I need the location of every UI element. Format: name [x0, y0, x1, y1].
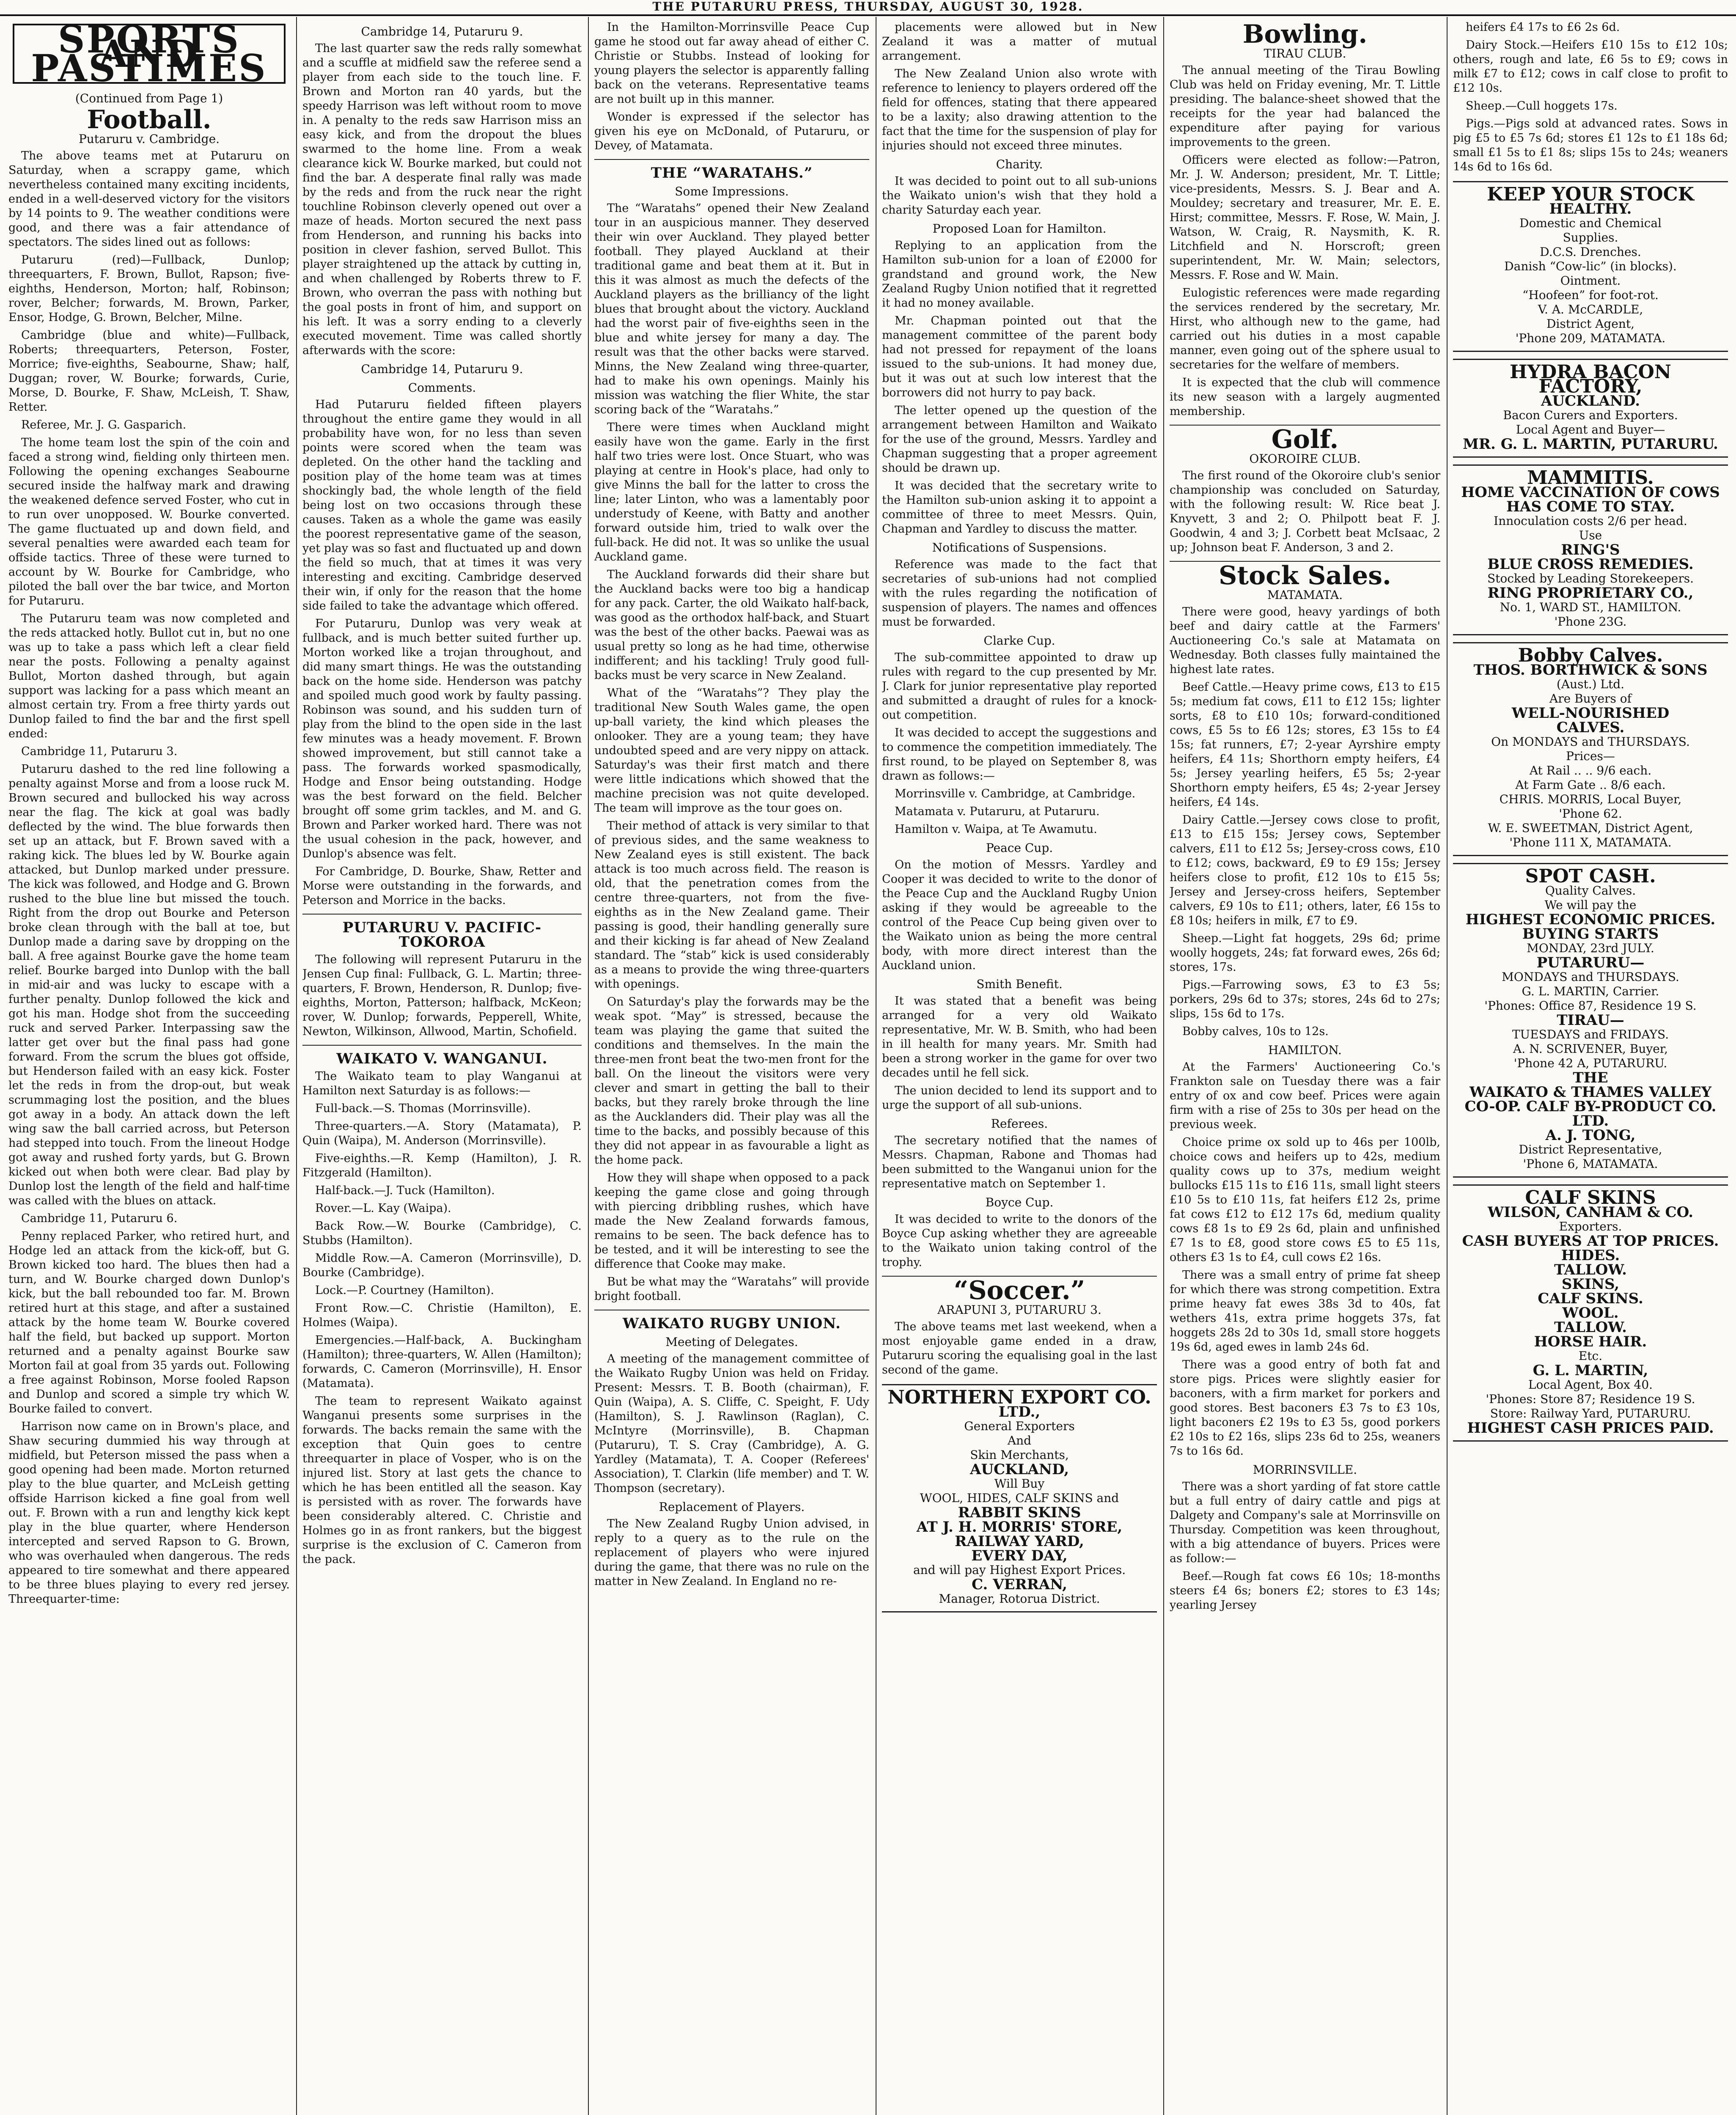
ad-line: TUESDAYS and FRIDAYS.	[1512, 1027, 1669, 1041]
column-rule	[1163, 17, 1164, 2115]
divider	[302, 1045, 582, 1046]
ad-line: RING PROPRIETARY CO.,	[1487, 585, 1694, 602]
ad-line: A. N. SCRIVENER, Buyer,	[1513, 1042, 1668, 1056]
ad-line: MONDAYS and THURSDAYS.	[1502, 970, 1679, 984]
ad-line: AUCKLAND.	[1541, 393, 1640, 409]
paragraph: But be what may the “Waratahs” will provide bright football.	[594, 1275, 869, 1303]
paragraph: There was a short yarding of fat store cattle but a full entry of dairy cattle and pigs at Dalgety and Company's sale at Morrinsville on Thursday. Competition was keen throughout, with a big attendance of buyers. Prices were as follow:—	[1170, 1480, 1440, 1565]
ad-line: Skin Merchants,	[970, 1448, 1069, 1462]
ad-line: WELL-NOURISHED	[1511, 705, 1670, 722]
calf-skins-ad	[1453, 1184, 1728, 1442]
wru-paras	[594, 1352, 869, 1496]
boyce-heading: Boyce Cup.	[985, 1195, 1054, 1209]
ad-line: Supplies.	[1563, 231, 1618, 244]
soccer-heading: “Soccer.”	[953, 1276, 1085, 1305]
ad-line: TALLOW.	[1554, 1319, 1627, 1336]
paragraph: Cambridge (blue and white)—Fullback, Roberts; threequarters, Peterson, Foster, Morrice; five-eighths, Seabourne, Shaw; half, Duggan; rover, W. Bourke; forwards, Curie, Morse, D. Bourke, F. Shaw, McLeish, T. Shaw, Retter.	[8, 329, 290, 414]
matamata-paras	[1170, 605, 1440, 1039]
ad-line: HYDRA BACON FACTORY,	[1509, 361, 1672, 397]
paragraph: Putaruru (red)—Fullback, Dunlop; threequarters, F. Brown, Bullot, Rapson; five-eighths, Henderson, Morton; half, Robinson; rover, Belcher; forwards, M. Brown, Parker, Ensor, Hodge, G. Brown, Belcher, Milne.	[8, 253, 290, 324]
paragraph: Rover.—L. Kay (Waipa).	[315, 1202, 451, 1215]
soccer-subheading: ARAPUNI 3, PUTARURU 3.	[937, 1303, 1101, 1317]
paragraph: What of the “Waratahs”? They play the traditional New South Wales game, the open up-ball variety, the kind which pleases the onlooker. They are a young team; they have undoubted speed and are very nippy on attack. Saturday's was their first match and there were little indications which showed that the machine precision was not quite developed. The team will improve as the tour goes on.	[594, 687, 869, 815]
ad-line: At Rail .. .. 9/6 each.	[1529, 764, 1652, 777]
paragraph: Half-back.—J. Tuck (Hamilton).	[315, 1184, 495, 1197]
ad-line: AT J. H. MORRIS' STORE,	[916, 1519, 1123, 1535]
paragraph: Cambridge 11, Putaruru 6.	[21, 1212, 178, 1225]
divider	[594, 159, 869, 160]
column-1	[8, 20, 290, 2115]
paragraph: Pigs.—Farrowing sows, £3 to £3 5s; porkers, 29s 6d to 37s; stores, 24s 6d to 27s; slips, 15s 6d to 17s.	[1170, 978, 1440, 1020]
paragraph: For Putaruru, Dunlop was very weak at fullback, and is much better suited further up. Morton worked like a trojan throughout, and did many smart things. He was the outstanding back on the home side. Henderson was patchy and spoiled much good work by faulty passing. Robinson was sound, and his sudden turn of play from the blind to the open side in the last few minutes was a heady movement. F. Brown showed improvement, but still cannot take a pass. The forwards worked spasmodically, Hodge and Ensor being outstanding. Hodge was the best forward on the field. Belcher brought off some grim tackles, and M. and G. Brown and Parker worked hard. There was not the usual cohesion in the pack, however, and Dunlop's absence was felt.	[302, 617, 582, 860]
ad-line: RAILWAY YARD,	[955, 1533, 1084, 1550]
ad-line: MAMMITIS.	[1527, 467, 1654, 489]
pt-paras	[302, 953, 582, 1039]
paragraph: Cambridge 11, Putaruru 3.	[21, 745, 178, 758]
final-score: Cambridge 14, Putaruru 9.	[361, 362, 523, 376]
ad-line: Will Buy	[994, 1477, 1045, 1491]
paragraph: The Auckland forwards did their share but the Auckland backs were too big a handicap for any pack. Carter, the old Waikato half-back, was good as the orthodox half-back, and Stuart was the best of the other backs. Paewai was as usual pretty so long as he had time, otherwise indifferent; and his tackling! Truly good full-backs must be very scarce in New Zealand.	[594, 568, 869, 682]
ad-line: RABBIT SKINS	[958, 1504, 1081, 1521]
paragraph: Eulogistic references were made regarding the services rendered by the secretary, Mr. Hirst, who although new to the game, had carried out his duties in a most capable manner, even going out of the sphere usual to secretaries for the welfare of members.	[1170, 286, 1440, 371]
ad-line: CALF SKINS	[1525, 1187, 1656, 1209]
paragraph: Three-quarters.—A. Story (Matamata), P. Quin (Waipa), M. Anderson (Morrinsville).	[302, 1120, 582, 1147]
column-rule	[296, 17, 297, 2115]
replacement-heading: Replacement of Players.	[659, 1500, 805, 1514]
quality-calves-ad	[1453, 863, 1728, 1178]
ad-line: MONDAY, 23rd JULY.	[1527, 941, 1654, 955]
paragraph: Their method of attack is very similar to that of previous sides, and the same weakness to New Zealand eyes is still existent. The back attack is too much across field. The reason is old, that the penetration comes from the centre three-quarters, not from the five-eighths as in the New Zealand game. Their passing is good, their handling generally sure and their kicking is far ahead of New Zealand standard. The “stab” kick is used considerably as a means to provide the wing three-quarters with openings.	[594, 819, 869, 991]
paragraph: Beef.—Rough fat cows £6 10s; 18-months steers £4 6s; boners £2; stores to £3 14s; yearling Jersey	[1170, 1570, 1440, 1612]
ad-line: A. J. TONG,	[1545, 1127, 1636, 1144]
smith-heading: Smith Benefit.	[976, 977, 1063, 991]
ad-line: Manager, Rotorua District.	[939, 1592, 1100, 1606]
ad-line: HIGHEST ECONOMIC PRICES.	[1465, 911, 1716, 928]
paragraph: Five-eighths.—R. Kemp (Hamilton), J. R. Fitzgerald (Hamilton).	[302, 1152, 582, 1179]
loan-heading: Proposed Loan for Hamilton.	[932, 222, 1107, 236]
column-2	[302, 20, 582, 2115]
ad-line: LTD.	[1572, 1112, 1609, 1129]
ad-line: V. A. McCARDLE,	[1538, 302, 1643, 316]
paragraph: Sheep.—Light fat hoggets, 29s 6d; prime woolly hoggets, 24s; fat forward ewes, 26s 6d; stores, 17s.	[1170, 932, 1440, 974]
ad-line: 'Phones: Office 87, Residence 19 S.	[1484, 999, 1697, 1013]
waratahs-paras	[594, 201, 869, 1304]
hamilton-heading: HAMILTON.	[1268, 1043, 1342, 1057]
paragraph: Harrison now came on in Brown's place, and Shaw securing dummied his way through at midfield, but Peterson missed the pass when a good opening had been made. Morton returned play to the blue quarter, and McLeish getting offside Harrison kicked a fine goal from well out. F. Brown with a run and lengthy kick kept play in the blue quarter, where Henderson intercepted and served Rapson to G. Brown, who was overhauled when dangerous. The reds appeared to tire somewhat and there appeared to be three blues playing to every red jersey. Threequarter-time:	[8, 1420, 290, 1606]
paragraph: It was stated that a benefit was being arranged for a very old Waikato representative, Mr. W. B. Smith, who had been in ill health for many years. Mr. Smith had been a strong worker in the game for over two decades until he fell sick.	[882, 994, 1157, 1079]
paragraph: Officers were elected as follow:—Patron, Mr. J. W. Anderson; president, Mr. T. Little; vice-presidents, Messrs. S. J. Bear and A. Mouldey; secretary and treasurer, Mr. E. E. Hirst; committee, Messrs. F. Rose, W. Main, J. Watson, W. Craig, R. Naysmith, K. R. Litchfield and N. Horscroft; green superintendent, Mr. W. Main; selectors, Messrs. F. Rose and W. Main.	[1170, 154, 1440, 282]
ad-line: WOOL, HIDES, CALF SKINS and	[920, 1491, 1119, 1505]
paragraph: The union decided to lend its support and to urge the support of all sub-unions.	[882, 1084, 1157, 1112]
ad-line: C. VERRAN,	[971, 1576, 1068, 1593]
paragraph: It is expected that the club will commence its new season with a largely augmented membership.	[1170, 376, 1440, 418]
ad-line: Use	[1579, 528, 1602, 542]
paragraph: Referee, Mr. J. G. Gasparich.	[21, 418, 187, 431]
ad-line: HOME VACCINATION OF COWS	[1461, 484, 1720, 501]
bowling-heading: Bowling.	[1242, 20, 1368, 49]
ad-line: EVERY DAY,	[971, 1547, 1068, 1564]
ad-line: Ointment.	[1560, 274, 1621, 288]
bobby-calves-ad	[1453, 642, 1728, 856]
notifications-paras	[882, 558, 1157, 629]
ad-line: CALVES.	[1556, 719, 1625, 736]
ad-line: WOOL.	[1562, 1305, 1619, 1321]
paragraph: There was a small entry of prime fat sheep for which there was strong competition. Extra prime heavy fat ewes 38s 3d to 40s, fat wethers 41s, extra prime hoggets 37s, fat hoggets 28s 2d to 30s 1d, small store hoggets 19s 6d, aged ewes in lamb 24s 6d.	[1170, 1269, 1440, 1354]
paragraph: On the motion of Messrs. Yardley and Cooper it was decided to write to the donor of the Peace Cup and the Auckland Rugby Union asking if they would be agreeable to the control of the Peace Cup being given over to the Waikato union as being the more central body, with more direct interest than the Auckland union.	[882, 858, 1157, 972]
ad-line: SKINS,	[1561, 1276, 1620, 1293]
ad-line: D.C.S. Drenches.	[1540, 245, 1641, 259]
comments-paras	[302, 398, 582, 908]
paragraph: It was decided to point out to all sub-unions the Waikato union's wish that they hold a charity Saturday each year.	[882, 175, 1157, 217]
soccer-paras	[882, 1320, 1157, 1377]
ad-line: LTD.,	[998, 1404, 1041, 1420]
ad-line: G. L. MARTIN,	[1533, 1362, 1648, 1379]
match-heading: Putaruru v. Cambridge.	[78, 132, 220, 146]
ad-line: Are Buyers of	[1549, 692, 1632, 706]
paragraph: It was decided to write to the donors of the Boyce Cup asking whether they are agreeable to the Waikato union taking control of the trophy.	[882, 1213, 1157, 1269]
paragraph: Mr. Chapman pointed out that the management committee of the parent body had not pressed for repayment of the loans issued to the sub-unions. It had money due, but it was out at such low interest that the borrowers did not hurry to pay back.	[882, 314, 1157, 399]
column-3	[594, 20, 869, 2115]
hamilton-paras	[1170, 1060, 1440, 1459]
paragraph: Full-back.—S. Thomas (Morrinsville).	[315, 1102, 531, 1115]
ad-line: We will pay the	[1544, 898, 1637, 912]
ad-line: BUYING STARTS	[1522, 926, 1659, 942]
ad-line: Prices—	[1566, 749, 1615, 763]
paragraph: Replying to an application from the Hamilton sub-union for a loan of £2000 for grandstand and ground work, the New Zealand Rugby Union notified that it regretted it had no money available.	[882, 239, 1157, 310]
okoroire-heading: OKOROIRE CLUB.	[1249, 452, 1361, 466]
paragraph: Reference was made to the fact that secretaries of sub-unions had not complied with the rules regarding the notification of suspension of players. The names and offences must be forwarded.	[882, 558, 1157, 629]
col6-top-paras	[1453, 20, 1728, 174]
referees-heading: Referees.	[991, 1117, 1048, 1131]
paragraph: placements were allowed but in New Zealand it was a matter of mutual arrangement.	[882, 21, 1157, 63]
paragraph: The last quarter saw the reds rally somewhat and a scuffle at midfield saw the referee send a player from each side to the touch line. F. Brown and Morton ran 40 yards, but the speedy Harrison was left without room to move in. A penalty to the reds saw Harrison miss an easy kick, and from the dropout the blues swarmed to the home line. From a weak clearance kick W. Bourke marked, but could not find the bar. A desperate final rally was made by the reds and from the ruck near the right touchline Robinson cleverly opened out over a maze of heads. Morton secured the next pass from Henderson, and running his backs into position in clever fashion, served Bullot. This player straightened up the attack by cutting in, and when challenged by Roberts threw to F. Brown, who overran the pass with nothing but the goal posts in front of him, and support on his left. It was a sorry ending to a cleverly executed movement. Time was called shortly afterwards with the score:	[302, 42, 582, 357]
paragraph: It was decided that the secretary write to the Hamilton sub-union asking it to appoint a committee of three to meet Messrs. Quin, Chapman and Yardley to discuss the matter.	[882, 479, 1157, 536]
golf-heading: Golf.	[1271, 425, 1339, 454]
ad-line: Local Agent and Buyer—	[1516, 423, 1665, 437]
okoroire-paras	[1170, 469, 1440, 555]
col1-paras	[8, 149, 290, 1607]
football-heading: Football.	[87, 105, 212, 135]
section-banner: SPORTS AND PASTIMES	[13, 24, 286, 84]
paragraph: Pigs.—Pigs sold at advanced rates. Sows in pig £5 to £5 7s 6d; stores £1 12s to £1 18s 6d; small £1 5s to £1 8s; slips 15s to 24s; weaners 14s 6d to 16s 6d.	[1453, 117, 1728, 173]
ad-line: Quality Calves.	[1545, 884, 1636, 898]
paragraph: Putaruru dashed to the red line following a penalty against Morse and from a loose ruck M. Brown secured and bullocked his way across near the flag. The kick at goal was badly deflected by the wind. The blue forwards then set up an attack, but F. Brown saved with a raking kick. The blues led by W. Bourke again attacked, but Dunlop marked under pressure. The kick was followed, and Hodge and G. Brown rushed to the blue line but missed the touch. Right from the drop out Bourke and Peterson broke clean through with the ball at toe, but Dunlop made a daring save by dropping on the ball. A free against Bourke gave the home team relief. Bourke barged into Dunlop with the ball in mid-air and was lucky to escape with a further penalty. Dunlop followed the kick and got his man. Hodge shot from the succeeding ruck and served Parker. Interpassing saw the latter get over but the final pass had gone forward. From the scrum the blues got offside, but Henderson failed with an easy kick. Foster let the reds in from the drop-out, but weak scrummaging lost the position, and the blues got away in a body. An attack down the left wing saw the ball carried across, but Peterson had stepped into touch. From the lineout Hodge got away and rushed forty yards, but G. Brown kicked out when both were clear. Bad play by Dunlop lost the length of the field and half-time was called with the blues on attack.	[8, 763, 290, 1207]
paragraph: The home team lost the spin of the coin and faced a strong wind, fielding only thirteen men. Following the opening exchanges Seabourne secured inside the halfway mark and drawing the weakened defence served Foster, who cut in to run over unopposed. W. Bourke converted. The game fluctuated up and down field, and several penalties were awarded each team for offside tactics. Three of these were turned to account by W. Bourke for Cambridge, who piloted the ball over the bar twice, and Morton for Putaruru.	[8, 436, 290, 607]
paragraph: The following will represent Putaruru in the Jensen Cup final: Fullback, G. L. Martin; three-quarters, F. Brown, Henderson, R. Dunlop; five-eighths, Morton, Patterson; halfback, McKeon; rover, W. Dunlop; forwards, Pepperell, White, Newton, Wilkinson, Allwood, Martin, Schofield.	[302, 953, 582, 1038]
smith-paras	[882, 994, 1157, 1112]
ad-line: Bobby Calves.	[1518, 645, 1663, 666]
waratahs-heading: THE “WARATAHS.”	[651, 165, 813, 181]
ad-line: HIDES.	[1561, 1247, 1620, 1264]
clarke-heading: Clarke Cup.	[983, 634, 1055, 648]
paragraph: The Waikato team to play Wanganui at Hamilton next Saturday is as follows:—	[302, 1070, 582, 1097]
ad-line: 'Phone 23G.	[1554, 615, 1627, 629]
paragraph: The sub-committee appointed to draw up rules with regard to the cup presented by Mr. J. Clark for junior representative play reported and submitted a draught of rules for a knock-out competition.	[882, 651, 1157, 722]
northern-export-ad	[882, 1384, 1157, 1612]
ad-line: (Aust.) Ltd.	[1556, 677, 1625, 691]
ad-line: Danish “Cow-lic” (in blocks).	[1504, 259, 1677, 273]
ad-line: RING'S	[1561, 541, 1620, 558]
paragraph: The Putaruru team was now completed and the reds attacked hotly. Bullot cut in, but no one was up to take a pass which left a clear field near the posts. Following a penalty against Bullot, Morton dashed through, but again support was lacking for a pass which meant an almost certain try. From a free thirty yards out Dunlop failed to find the bar and the first spell ended:	[8, 612, 290, 740]
ad-line: Etc.	[1578, 1349, 1603, 1363]
paragraph: Morrinsville v. Cambridge, at Cambridge.	[895, 787, 1136, 800]
ad-line: TIRAU—	[1557, 1012, 1624, 1029]
ad-line: KEEP YOUR STOCK	[1487, 184, 1694, 205]
ad-line: Exporters.	[1559, 1220, 1622, 1233]
ad-line: 'Phones: Store 87; Residence 19 S.	[1486, 1392, 1695, 1406]
paragraph: The “Waratahs” opened their New Zealand tour in an auspicious manner. They deserved their win over Auckland. They played better football. They played Auckland at their traditional game and beat them at it. But in this it was almost as much the defects of the Auckland players as the brilliancy of the light blues that brought about the victory. Auckland had the worst pair of five-eighths seen in the blue and white jersey for many a day. The result was that the other backs were starved. Minns, the New Zealand wing three-quarter, had to make his own openings. Mainly his mission was watching the flier White, the star scoring back of the “Waratahs.”	[594, 202, 869, 416]
paragraph: The secretary notified that the names of Messrs. Chapman, Rabone and Thomas had been submitted to the Wanganui union for the representative match on September 1.	[882, 1134, 1157, 1190]
ad-line: Stocked by Leading Storekeepers.	[1487, 571, 1694, 585]
column-4	[882, 20, 1157, 2115]
replacement-paras	[594, 1517, 869, 1589]
divider	[302, 914, 582, 915]
col3-top-paras	[594, 20, 869, 153]
ad-line: and will pay Highest Export Prices.	[913, 1563, 1126, 1577]
charity-paras	[882, 174, 1157, 217]
paragraph: The letter opened up the question of the arrangement between Hamilton and Waikato for the use of the ground, Messrs. Yardley and Chapman suggesting that a proper agreement should be drawn up.	[882, 404, 1157, 475]
morrinsville-heading: MORRINSVILLE.	[1253, 1463, 1357, 1477]
paragraph: The New Zealand Union also wrote with reference to leniency to players ordered off the field for offences, stating that there appeared to be a laxity; also drawing attention to the fact that the time for the suspension of play for injuries should not exceed three minutes.	[882, 67, 1157, 152]
ad-line: HAS COME TO STAY.	[1506, 498, 1675, 515]
ad-line: CASH BUYERS AT TOP PRICES.	[1462, 1233, 1719, 1250]
ad-line: W. E. SWEETMAN, District Agent,	[1488, 821, 1693, 835]
paragraph: On Saturday's play the forwards may be the weak spot. “May” is stressed, because the team was playing the game that suited the conditions and themselves. In the main the three-men front beat the two-men front for the ball. On the lineout the visitors were very clever and smart in getting the ball to their backs, but they rarely broke through the line as the Aucklanders did. Their play was all the time to the backs, and possibly because of this they did not appear in as favourable a light as the home pack.	[594, 995, 869, 1167]
paragraph: Matamata v. Putaruru, at Putaruru.	[895, 805, 1100, 818]
paragraph: Wonder is expressed if the selector has given his eye on McDonald, of Putaruru, or Devey, of Matamata.	[594, 110, 869, 152]
masthead: THE PUTARURU PRESS, THURSDAY, AUGUST 30, 1928.	[0, 0, 1736, 16]
ad-line: Bacon Curers and Exporters.	[1503, 408, 1678, 422]
ad-line: General Exporters	[964, 1419, 1075, 1433]
mammitis-ad	[1453, 464, 1728, 635]
paragraph: The annual meeting of the Tirau Bowling Club was held on Friday evening, Mr. T. Little presiding. The balance-sheet showed that the receipts for the year had balanced the expenditure after paying for various improvements to the green.	[1170, 64, 1440, 149]
morrinsville-paras	[1170, 1480, 1440, 1612]
ad-line: Domestic and Chemical	[1519, 216, 1662, 230]
column-rule	[1447, 17, 1448, 2115]
ad-line: HEALTHY.	[1549, 201, 1632, 217]
tirau-paras	[1170, 63, 1440, 419]
peace-heading: Peace Cup.	[986, 841, 1053, 855]
ad-line: CALF SKINS.	[1538, 1290, 1643, 1307]
ad-line: “Hoofeen” for foot-rot.	[1522, 288, 1659, 302]
paragraph: Dairy Cattle.—Jersey cows close to profit, £13 to £15 15s; Jersey cows, September calvers, £11 to £12 5s; Jersey-cross cows, £10 to £12; cows, backward, £9 to £9 15s; Jersey heifers close to profit, £12 10s to £15 5s; Jersey and Jersey-cross heifers, September calvers, £9 10s to £11; others, later, £6 15s to £8 10s; heifers in milk, £7 to £9.	[1170, 813, 1440, 927]
paragraph: Lock.—P. Courtney (Hamilton).	[315, 1284, 494, 1297]
referees-paras	[882, 1134, 1157, 1191]
paragraph: Bobby calves, 10s to 12s.	[1182, 1025, 1329, 1038]
ad-line: TALLOW.	[1554, 1261, 1627, 1278]
ad-line: 'Phone 111 X, MATAMATA.	[1509, 835, 1672, 849]
score-line: Cambridge 14, Putaruru 9.	[361, 25, 523, 38]
ad-line: NORTHERN EXPORT CO.	[887, 1387, 1151, 1408]
ad-line: CHRIS. MORRIS, Local Buyer,	[1499, 792, 1682, 806]
paragraph: For Cambridge, D. Bourke, Shaw, Retter and Morse were outstanding in the forwards, and Peterson and Morrice in the backs.	[302, 865, 582, 907]
ad-line: No. 1, WARD ST., HAMILTON.	[1500, 600, 1681, 614]
ad-line: MR. G. L. MARTIN, PUTARURU.	[1463, 436, 1718, 453]
ad-line: 'Phone 6, MATAMATA.	[1523, 1157, 1658, 1171]
paragraph: Hamilton v. Waipa, at Te Awamutu.	[895, 823, 1097, 836]
ad-line: And	[1007, 1434, 1032, 1448]
matamata-heading: MATAMATA.	[1267, 588, 1343, 602]
ad-line: CO-OP. CALF BY-PRODUCT CO.	[1464, 1098, 1717, 1115]
paragraph: The team to represent Waikato against Wanganui presents some surprises in the forwards. The backs remain the same with the exception that Quin goes to centre threequarter in place of Vosper, who is on the injured list. Story at last gets the chance to which he has been entitled all the season. Kay is persisted with as rover. The forwards have been considerably altered. C. Christie and Holmes go in as front rankers, but the biggest surprise is the exclusion of C. Cameron from the pack.	[302, 1395, 582, 1566]
clarke-paras	[882, 651, 1157, 837]
paragraph: A meeting of the management committee of the Waikato Rugby Union was held on Friday. Present: Messrs. T. B. Booth (chairman), F. Quin (Waipa), A. S. Cliffe, C. Speight, F. Udy (Hamilton), S. J. Rawlinson (Raglan), C. McIntyre (Morrinsville), B. Chapman (Putaruru), T. S. Cray (Cambridge), A. G. Yardley (Matamata), T. A. Cooper (Referees' Association), T. Clarkin (life member) and T. W. Thompson (secretary).	[594, 1352, 869, 1495]
paragraph: Dairy Stock.—Heifers £10 15s to £12 10s; others, rough and late, £6 5s to £9; cows in milk £7 to £12; cows in calf close to profit to £12 10s.	[1453, 38, 1728, 95]
paragraph: The New Zealand Rugby Union advised, in reply to a query as to the rule on the replacement of players who were injured during the game, that there was no rule on the matter in New Zealand. In England no re-	[594, 1517, 869, 1588]
charity-heading: Charity.	[996, 157, 1043, 171]
ad-line: Local Agent, Box 40.	[1528, 1378, 1653, 1392]
stock-health-ad	[1453, 181, 1728, 352]
column-6	[1453, 20, 1728, 2115]
ad-line: 'Phone 62.	[1559, 807, 1622, 821]
column-rule	[588, 17, 589, 2115]
ad-line: At Farm Gate .. 8/6 each.	[1515, 778, 1666, 792]
loan-paras	[882, 239, 1157, 536]
ww-paras	[302, 1069, 582, 1567]
paragraph: It was decided to accept the suggestions and to commence the competition immediately. The first round, to be played on September 8, was drawn as follows:—	[882, 726, 1157, 783]
paragraph: heifers £4 17s to £6 2s 6d.	[1466, 21, 1620, 34]
paragraph: How they will shape when opposed to a pack keeping the game close and going through with piercing dribbling rushes, which have made the New Zealand forwards famous, remains to be seen. The back defence has to be tested, and it will be interesting to see the difference that Cooke may make.	[594, 1171, 869, 1271]
ad-line: District Agent,	[1546, 317, 1635, 331]
peace-paras	[882, 858, 1157, 973]
column-5	[1170, 20, 1440, 2115]
ad-line: WAIKATO & THAMES VALLEY	[1469, 1084, 1712, 1101]
col2-paras	[302, 41, 582, 358]
ad-line: HIGHEST CASH PRICES PAID.	[1467, 1420, 1714, 1437]
paragraph: The above teams met at Putaruru on Saturday, when a scrappy game, which nevertheless contained many exciting incidents, ended in a well-deserved victory for the visitors by 14 points to 9. The weather conditions were good, and there was a fair attendance of spectators. The sides lined out as follows:	[8, 149, 290, 249]
ad-line: THOS. BORTHWICK & SONS	[1473, 662, 1708, 678]
notifications-heading: Notifications of Suspensions.	[932, 541, 1107, 555]
ad-line: On MONDAYS and THURSDAYS.	[1491, 735, 1690, 749]
paragraph: At the Farmers' Auctioneering Co.'s Frankton sale on Tuesday there was a fair entry of ox and cow beef. Prices were again firm with a rise of 25s to 30s per head on the previous week.	[1170, 1060, 1440, 1131]
ad-line: 'Phone 209, MATAMATA.	[1515, 331, 1666, 345]
paragraph: The above teams met last weekend, when a most enjoyable game ended in a draw, Putaruru scoring the equalising goal in the last second of the game.	[882, 1320, 1157, 1376]
paragraph: Beef Cattle.—Heavy prime cows, £13 to £15 5s; medium fat cows, £11 to £12 15s; lighter sorts, £8 to £10 10s; forward-conditioned cows, £5 5s to £6 12s; stores, £3 15s to £4 15s; fat runners, £7; 2-year Ayrshire empty heifers, £4 11s; Shorthorn empty heifers, £4 5s; Jersey yearling heifers, £5 5s; 2-year Shorthorn empty heifers, £5 4s; 2-year Jersey heifers, £4 14s.	[1170, 681, 1440, 809]
paragraph: Choice prime ox sold up to 46s per 100lb, choice cows and heifers up to 42s, medium quality cows up to 37s, medium weight bullocks £15 11s to £16 11s, small light steers £10 5s to £10 11s, fat heifers £12 2s, prime fat cows £12 to £12 17s 6d, medium quality cows £8 1s to £9 2s 6d, plain and unfinished £7 1s to £8, good store cows £5 to £5 11s, others £3 1s to £4, cull cows £2 16s.	[1170, 1136, 1440, 1264]
comments-heading: Comments.	[408, 381, 476, 395]
paragraph: Emergencies.—Half-back, A. Buckingham (Hamilton); three-quarters, W. Allen (Hamilton); forwards, C. Cameron (Morrinsville), H. Ensor (Matamata).	[302, 1334, 582, 1390]
paragraph: There was a good entry of both fat and store pigs. Prices were slightly easier for baconers, with a firm market for porkers and good stores. Best baconers £3 7s to £3 10s, light baconers £2 19s to £3 5s, good porkers £2 10s to £2 16s, slips 23s 6d to 25s, weaners 7s to 16s 6d.	[1170, 1358, 1440, 1458]
ad-line: WILSON, CANHAM & CO.	[1487, 1204, 1694, 1221]
paragraph: There were times when Auckland might easily have won the game. Early in the first half two tries were lost. Once Stuart, who was playing at centre in Hook's place, had only to give Minns the ball for the latter to cross the line; later Linton, who was a lamentably poor understudy of Keene, with Batty and another forward outside him, tried to walk over the full-back. He did not. It was so unlike the usual Auckland game.	[594, 421, 869, 563]
stock-sales-heading: Stock Sales.	[1219, 561, 1391, 591]
waratahs-subheading: Some Impressions.	[675, 184, 789, 198]
ad-line: District Representative,	[1519, 1143, 1662, 1156]
ad-line: Innoculation costs 2/6 per head.	[1494, 514, 1687, 528]
col4-top-paras	[882, 20, 1157, 153]
paragraph: There were good, heavy yardings of both beef and dairy cattle at the Farmers' Auctioneering Co.'s sale at Matamata on Wednesday. Both classes fully maintained the highest late rates.	[1170, 605, 1440, 676]
paragraph: In the Hamilton-Morrinsville Peace Cup game he stood out far away ahead of either C. Christie or Stubbs. Instead of looking for young players the selector is apparently falling back on the veterans. Representative teams are not built up in this manner.	[594, 21, 869, 106]
ad-line: HORSE HAIR.	[1534, 1333, 1647, 1350]
paragraph: Had Putaruru fielded fifteen players throughout the entire game they would in all probability have won, for no less than seven points were scored when the team was depleted. On the other hand the tackling and position play of the home team was at times shockingly bad, the whole length of the field being lost on two occasions through these causes. Taken as a whole the game was easily the poorest representative game of the season, yet play was so fast and fluctuated up and down the field so much, that at times it was very interesting and exciting. Cambridge deserved their win, if only for the reason that the home side failed to take the advantage which offered.	[302, 398, 582, 613]
continued-note: (Continued from Page 1)	[75, 91, 223, 105]
paragraph: The first round of the Okoroire club's senior championship was concluded on Saturday, with the following result: W. Rice beat J. Knyvett, 3 and 2; O. Philpott beat F. J. Goodwin, 4 and 3; J. Corbett beat McIsaac, 2 up; Johnson beat F. Anderson, 3 and 2.	[1170, 469, 1440, 554]
wru-heading: WAIKATO RUGBY UNION.	[623, 1315, 841, 1332]
pt-heading: PUTARURU V. PACIFIC-TOKOROA	[342, 919, 542, 950]
boyce-paras	[882, 1212, 1157, 1270]
ad-line: AUCKLAND,	[970, 1461, 1069, 1478]
paragraph: Penny replaced Parker, who retired hurt, and Hodge led an attack from the kick-off, but G. Brown kicked too hard. The blues then had a turn, and W. Bourke charged down Dunlop's kick, but the ball rebounded too far. M. Brown retired hurt at this stage, and after a sustained attack by the home team W. Bourke covered half the field, but backed up support. Morton returned and a penalty against Bourke saw Morton fail at goal from 35 yards out. Following a free against Robinson, Morse fooled Rapson and Dunlop and scored a simple try which W. Bourke failed to convert.	[8, 1230, 290, 1415]
paragraph: Back Row.—W. Bourke (Cambridge), C. Stubbs (Hamilton).	[302, 1220, 582, 1247]
wru-subheading: Meeting of Delegates.	[665, 1335, 798, 1349]
ad-line: SPOT CASH.	[1525, 865, 1656, 887]
ad-line: Store: Railway Yard, PUTARURU.	[1490, 1406, 1691, 1420]
ad-line: 'Phone 42 A, PUTARURU.	[1514, 1056, 1667, 1070]
tirau-heading: TIRAU CLUB.	[1264, 47, 1346, 60]
paragraph: Sheep.—Cull hoggets 17s.	[1466, 99, 1618, 113]
paragraph: Middle Row.—A. Cameron (Morrinsville), D. Bourke (Cambridge).	[302, 1252, 582, 1279]
paragraph: Front Row.—C. Christie (Hamilton), E. Holmes (Waipa).	[302, 1302, 582, 1329]
ad-line: THE	[1573, 1069, 1608, 1086]
ad-line: BLUE CROSS REMEDIES.	[1487, 556, 1694, 573]
ww-heading: WAIKATO V. WANGANUI.	[336, 1050, 548, 1067]
ad-line: PUTARURU—	[1536, 954, 1645, 971]
hydra-bacon-ad	[1453, 359, 1728, 458]
ad-line: G. L. MARTIN, Carrier.	[1522, 984, 1659, 998]
